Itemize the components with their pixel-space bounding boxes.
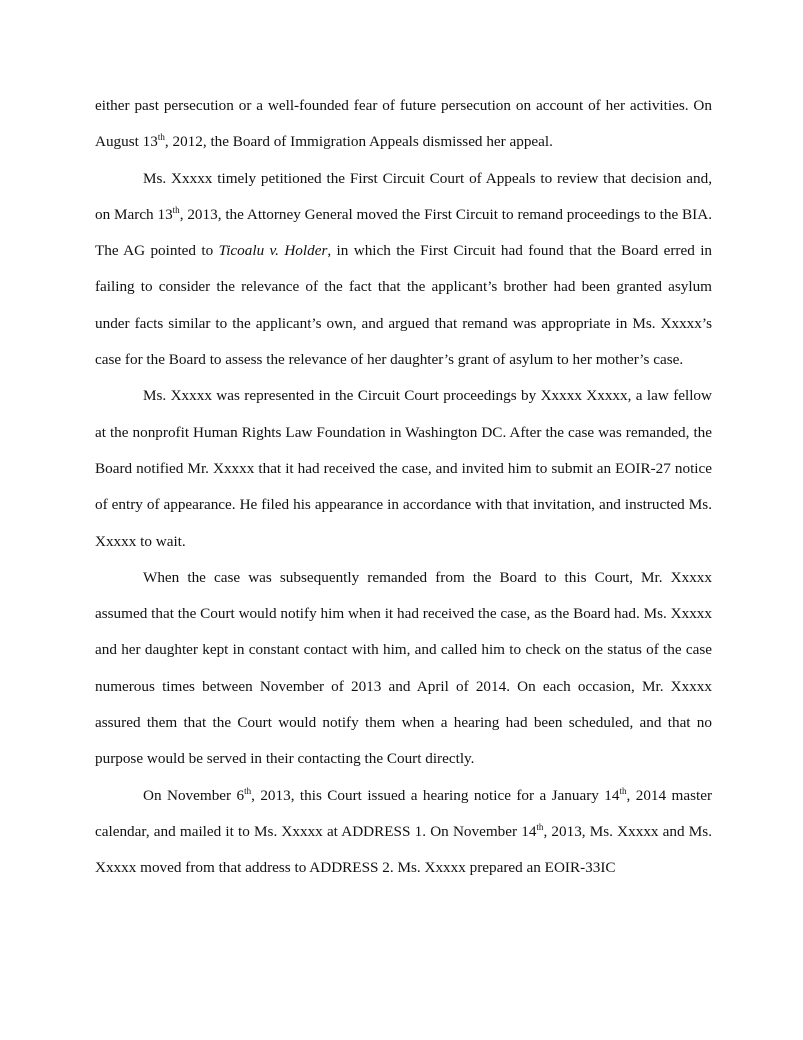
- paragraph-4: [95, 560, 712, 778]
- text-run: , 2012, the Board of Immigration Appeals dismissed her appeal.: [164, 133, 553, 151]
- text-run: either past persecution or a well-founded fear of future persecution on account of her activities. On August 13: [95, 97, 712, 151]
- text-run: On November 6: [143, 786, 245, 804]
- ordinal-suffix: th: [619, 785, 627, 796]
- ordinal-suffix: th: [536, 821, 544, 832]
- text-run: , 2013, this Court issued a hearing notice for a January 14: [251, 786, 620, 804]
- paragraph-3: [95, 378, 712, 559]
- ordinal-suffix: th: [172, 204, 180, 215]
- text-run: , in which the First Circuit had found that the Board erred in failing to consider the relevance of the fact that the applicant’s brother had been granted asylum under facts similar to the applicant’s own, and argued that remand was appropriate in Ms. Xxxxx’s case for the Board to assess the relevance of her daughter’s grant of asylum to her mother’s case.: [95, 242, 713, 369]
- text-run: , 2014 master calendar, and mailed it to Ms. Xxxxx at ADDRESS 1. On November 14: [95, 786, 713, 840]
- text-run: When the case was subsequently remanded from the Board to this Court, Mr. Xxxxx assumed that the Court would notify him when it had received the case, as the Board had. Ms. Xxxxx and her daughter kept in constant contact with him, and called him to check on the status of the case numerous times between November of 2013 and April of 2014. On each occasion, Mr. Xxxxx assured them that the Court would notify them when a hearing had been scheduled, and that no purpose would be served in their contacting the Court directly.: [95, 568, 712, 768]
- text-run: Ms. Xxxxx was represented in the Circuit Court proceedings by Xxxxx Xxxxx, a law fellow at the nonprofit Human Rights Law Foundation in Washington DC. After the case was remanded, the Board notified Mr. Xxxxx that it had received the case, and invited him to submit an EOIR-27 notice of entry of appearance. He filed his appearance in accordance with that invitation, and instructed Ms. Xxxxx to wait.: [95, 387, 712, 550]
- paragraph-5: [95, 778, 712, 887]
- text-run: , 2013, the Attorney General moved the First Circuit to remand proceedings to the BIA. The AG pointed to: [95, 205, 712, 260]
- ordinal-suffix: th: [244, 785, 252, 796]
- ordinal-suffix: th: [157, 132, 165, 143]
- text-run: Ms. Xxxxx timely petitioned the First Circuit Court of Appeals to review that decision and, on March 13: [95, 169, 712, 223]
- case-citation: Ticoalu v. Holder: [218, 242, 328, 260]
- paragraph-1: [95, 88, 712, 161]
- paragraph-2: [95, 161, 712, 379]
- text-run: , 2013, Ms. Xxxxx and Ms. Xxxxx moved from that address to ADDRESS 2. Ms. Xxxxx prepared an EOIR-33IC: [95, 822, 713, 877]
- document-page: [95, 88, 712, 887]
